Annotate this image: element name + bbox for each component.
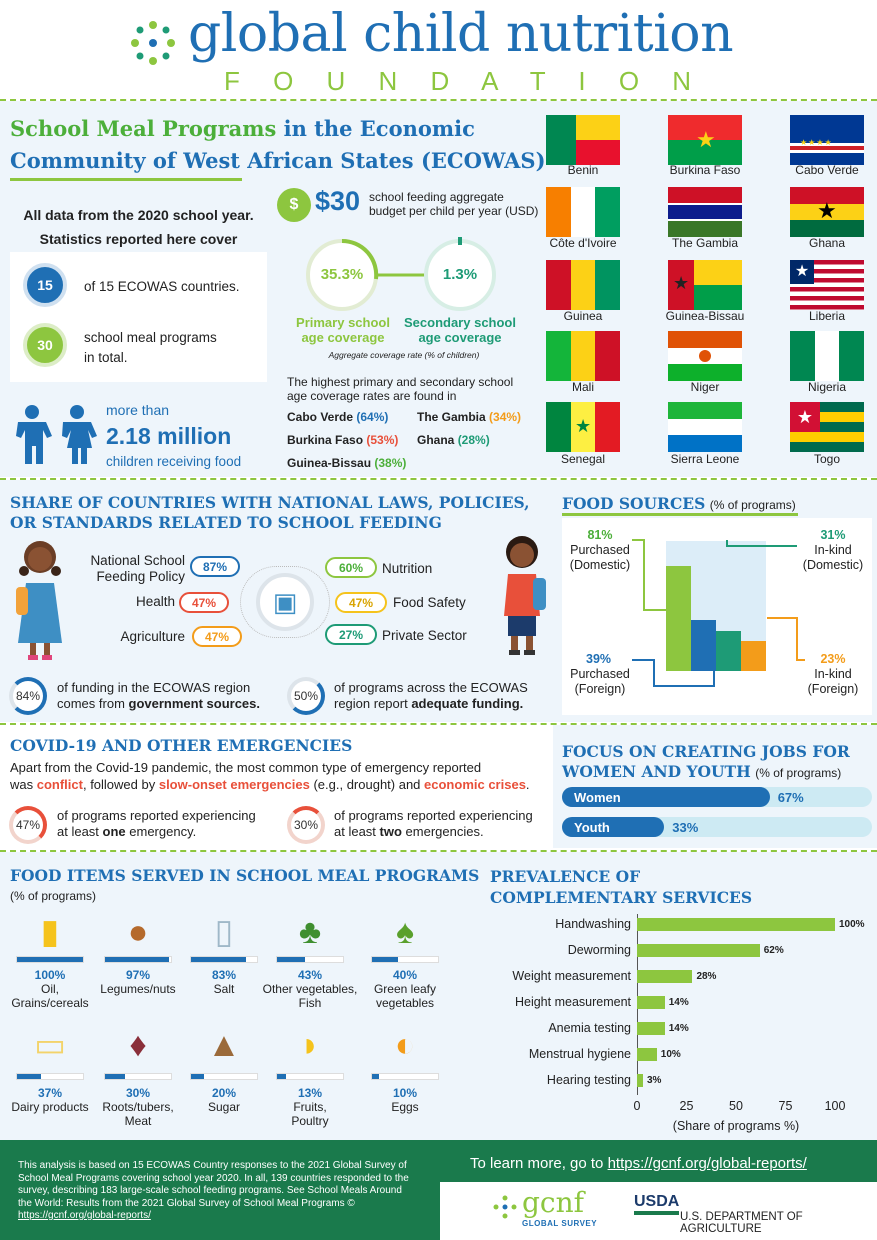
food-items-title: FOOD ITEMS SERVED IN SCHOOL MEAL PROGRAMS xyxy=(10,866,480,885)
food-item-label: Salt xyxy=(213,982,235,996)
country-label: Sierra Leone xyxy=(670,452,740,466)
food-item-bar xyxy=(276,956,344,963)
flag-liberia: ★ xyxy=(790,260,864,310)
food-items-subtitle: (% of programs) xyxy=(10,889,97,903)
usda-logo: USDA xyxy=(634,1193,679,1215)
chart-title: PREVALENCE OF COMPLEMENTARY SERVICES xyxy=(490,867,753,907)
budget-text: school feeding aggregate budget per child per year (USD) xyxy=(369,190,539,218)
flag-togo: ★ xyxy=(790,402,864,452)
adequate-funding-ring: 50% xyxy=(287,677,325,715)
food-item-pct: 83% xyxy=(211,968,237,982)
page-title: School Meal Programs in the Economic Community of West African States (ECOWAS) xyxy=(10,116,546,173)
chart-value-label: 10% xyxy=(660,1049,681,1060)
food-item-label: Eggs xyxy=(391,1100,419,1114)
food-item-icon: ♦ xyxy=(129,1026,147,1064)
food-item-bar xyxy=(190,956,258,963)
law-value: 60% xyxy=(325,557,377,578)
flag-sierra-leone xyxy=(668,402,742,452)
food-item-bar xyxy=(371,956,439,963)
chart-category-label: Hearing testing xyxy=(546,1073,631,1087)
two-emergency-ring: 30% xyxy=(287,806,325,844)
flag-benin xyxy=(546,115,620,165)
flag-the-gambia xyxy=(668,187,742,237)
country-label: Ghana xyxy=(808,236,846,250)
boy-illustration xyxy=(495,530,550,665)
chart-bar xyxy=(637,1022,665,1035)
jobs-title: FOCUS ON CREATING JOBS FOR WOMEN AND YOUTH (% of programs) xyxy=(562,742,850,781)
logo-subtitle: F O U N D A T I O N xyxy=(224,66,705,96)
learn-more: To learn more, go to https://gcnf.org/global-reports/ xyxy=(470,1155,807,1172)
highest-item: Cabo Verde (64%) xyxy=(287,410,389,424)
food-item-label: Legumes/nuts xyxy=(100,982,176,996)
laws-title: SHARE OF COUNTRIES WITH NATIONAL LAWS, POLICIES, OR STANDARDS RELATED TO SCHOOL FEEDING xyxy=(10,493,530,532)
food-item-icon: ▮ xyxy=(40,913,60,951)
chart-tick-label: 100 xyxy=(824,1099,846,1113)
flag-burkina-faso: ★ xyxy=(668,115,742,165)
chart-category-label: Anemia testing xyxy=(548,1021,631,1035)
food-item-label: Oil, Grains/cereals xyxy=(11,982,89,1010)
country-label: Guinea-Bissau xyxy=(665,309,745,323)
flag-senegal: ★ xyxy=(546,402,620,452)
gcnf-logo: gcnf xyxy=(522,1186,585,1219)
chart-category-label: Handwashing xyxy=(555,917,631,931)
food-item-pct: 13% xyxy=(297,1086,323,1100)
food-item-bar xyxy=(276,1073,344,1080)
children-suffix: children receiving food xyxy=(106,454,242,469)
youth-pct: 33% xyxy=(672,820,699,835)
logo-title: global child nutrition xyxy=(188,4,734,64)
chart-category-label: Height measurement xyxy=(514,995,631,1009)
country-label: Côte d'Ivoire xyxy=(549,236,617,250)
chart-bar xyxy=(637,1074,643,1087)
food-item-pct: 30% xyxy=(125,1086,151,1100)
gov-funding-text: of funding in the ECOWAS region comes from government sources. xyxy=(57,680,261,711)
chart-bar xyxy=(637,944,760,957)
women-pct: 67% xyxy=(777,790,804,805)
flag-ghana: ★ xyxy=(790,187,864,237)
country-label: Mali xyxy=(571,380,594,394)
children-prefix: more than xyxy=(106,402,170,418)
food-item-pct: 10% xyxy=(392,1086,418,1100)
food-source-label: 23% In-kind (Foreign) xyxy=(807,652,859,696)
food-item-pct: 40% xyxy=(392,968,418,982)
chart-tick-label: 50 xyxy=(729,1099,743,1113)
food-source-label: 39% Purchased (Foreign) xyxy=(570,652,630,696)
chart-tick-label: 25 xyxy=(679,1099,694,1113)
law-value: 87% xyxy=(190,556,240,577)
law-label: Nutrition xyxy=(382,561,433,576)
covid-text: Apart from the Covid-19 pandemic, the most common type of emergency reported was conflict, followed by slow-onset emergencies (e.g., drought) and economic crises. xyxy=(10,760,530,792)
food-item-icon: ▲ xyxy=(207,1026,241,1064)
country-label: The Gambia xyxy=(671,236,739,250)
country-label: Cabo Verde xyxy=(795,163,859,177)
food-item-icon: ◗ xyxy=(299,1026,321,1064)
country-label: Burkina Faso xyxy=(669,163,741,177)
two-emergency-text: of programs reported experiencing at least two emergencies. xyxy=(334,808,533,839)
food-item-icon: ♠ xyxy=(395,913,415,951)
food-item-pct: 97% xyxy=(125,968,151,982)
chart-category-label: Deworming xyxy=(567,943,631,957)
gcnf-dots-icon xyxy=(492,1194,518,1220)
gov-funding-ring: 84% xyxy=(9,677,47,715)
chart-category-label: Weight measurement xyxy=(512,969,631,983)
youth-label: Youth xyxy=(574,820,610,835)
food-item-bar xyxy=(16,1073,84,1080)
one-emergency-ring: 47% xyxy=(9,806,47,844)
learn-more-link[interactable]: https://gcnf.org/global-reports/ xyxy=(607,1155,807,1172)
food-item-pct: 37% xyxy=(37,1086,63,1100)
law-value: 47% xyxy=(335,592,387,613)
chart-value-label: 62% xyxy=(763,945,784,956)
intro-text: All data from the 2020 school year. Statistics reported here cover xyxy=(23,207,254,247)
food-item-icon: ▭ xyxy=(33,1026,67,1064)
chart-tick-label: 0 xyxy=(633,1099,641,1113)
children-value: 2.18 million xyxy=(106,423,232,449)
food-source-label: 81% Purchased (Domestic) xyxy=(569,528,631,572)
food-item-pct: 20% xyxy=(211,1086,237,1100)
flag-nigeria xyxy=(790,331,864,381)
chart-value-label: 3% xyxy=(646,1075,662,1086)
flag-cabo-verde: ★★★★ xyxy=(790,115,864,165)
country-label: Niger xyxy=(690,380,720,394)
highest-item: Ghana (28%) xyxy=(417,433,490,447)
money-icon: $ xyxy=(277,188,311,222)
food-item-label: Sugar xyxy=(207,1100,241,1114)
food-item-bar xyxy=(371,1073,439,1080)
food-item-label: Green leafy vegetables xyxy=(373,982,437,1010)
highest-item: Guinea-Bissau (38%) xyxy=(287,456,407,470)
secondary-coverage-value: 1.3% xyxy=(442,266,478,283)
coverage-note: Aggregate coverage rate (% of children) xyxy=(328,350,480,360)
usda-text: U.S. DEPARTMENT OF AGRICULTURE xyxy=(680,1211,803,1235)
adequate-funding-text: of programs across the ECOWAS region report adequate funding. xyxy=(334,680,528,711)
programs-text: school meal programs in total. xyxy=(84,330,217,365)
gcnf-sub: GLOBAL SURVEY xyxy=(522,1219,598,1228)
food-item-bar xyxy=(104,956,172,963)
backpack-icon: ▣ xyxy=(256,573,314,631)
law-value: 47% xyxy=(179,592,229,613)
primary-coverage-label: Primary school age coverage xyxy=(296,315,390,345)
food-item-bar xyxy=(16,956,84,963)
food-item-label: Dairy products xyxy=(11,1100,89,1114)
one-emergency-text: of programs reported experiencing at least one emergency. xyxy=(57,808,256,839)
food-item-pct: 43% xyxy=(297,968,323,982)
country-label: Senegal xyxy=(560,452,606,466)
secondary-coverage-label: Secondary school age coverage xyxy=(404,315,516,345)
law-label: National School Feeding Policy xyxy=(90,553,185,584)
food-item-bar xyxy=(190,1073,258,1080)
chart-value-label: 100% xyxy=(839,919,865,930)
covid-title: COVID-19 AND OTHER EMERGENCIES xyxy=(10,736,353,755)
chart-bar xyxy=(637,918,835,931)
food-source-label: 31% In-kind (Domestic) xyxy=(802,528,864,572)
law-value: 27% xyxy=(325,624,377,645)
countries-text: of 15 ECOWAS countries. xyxy=(84,279,240,294)
programs-badge: 30 xyxy=(23,323,67,367)
highest-item: Burkina Faso (53%) xyxy=(287,433,399,447)
country-label: Togo xyxy=(813,452,841,466)
country-label: Nigeria xyxy=(807,380,846,394)
food-item-label: Other vegetables, Fish xyxy=(262,982,358,1010)
women-label: Women xyxy=(574,790,621,805)
law-label: Agriculture xyxy=(120,629,185,644)
food-item-icon: ♣ xyxy=(298,913,322,951)
flag-cote-divoire xyxy=(546,187,620,237)
chart-xlabel: (Share of programs %) xyxy=(672,1119,800,1133)
chart-category-label: Menstrual hygiene xyxy=(528,1047,631,1061)
chart-bar xyxy=(637,970,692,983)
chart-bar xyxy=(637,1048,657,1061)
primary-coverage-value: 35.3% xyxy=(320,266,364,283)
chart-tick-label: 75 xyxy=(778,1099,793,1113)
chart-bar xyxy=(637,996,665,1009)
countries-badge: 15 xyxy=(23,263,67,307)
logo xyxy=(128,4,768,98)
food-item-label: Roots/tubers, Meat xyxy=(102,1100,174,1128)
logo-dots-icon xyxy=(128,18,178,68)
flag-niger xyxy=(668,331,742,381)
food-item-icon: ◐ xyxy=(394,1026,416,1064)
country-label: Guinea xyxy=(563,309,603,323)
flag-guinea xyxy=(546,260,620,310)
law-label: Private Sector xyxy=(382,628,467,643)
country-label: Benin xyxy=(567,163,599,177)
flag-guinea-bissau: ★ xyxy=(668,260,742,310)
food-item-pct: 100% xyxy=(34,968,66,982)
food-item-label: Fruits, Poultry xyxy=(291,1100,329,1128)
food-item-icon: ▯ xyxy=(214,913,234,951)
food-item-bar xyxy=(104,1073,172,1080)
highest-intro: The highest primary and secondary school age coverage rates are found in xyxy=(287,375,514,403)
budget-value: $30 xyxy=(315,186,361,216)
law-label: Health xyxy=(135,594,175,609)
chart-value-label: 14% xyxy=(668,1023,689,1034)
children-icon xyxy=(10,404,102,466)
food-item-icon: ● xyxy=(127,913,149,951)
footer-text: This analysis is based on 15 ECOWAS Country responses to the 2021 Global Survey of School Meal Programs covering school year 2020. In all, 139 countries responded to the survey, describing 183 large-scale school feeding programs. See School Meals Around the World: Results from the 2021 Global Survey of School Meal Programs © https://gcnf.org/global-reports/ xyxy=(18,1160,409,1221)
chart-value-label: 28% xyxy=(696,971,717,982)
policy-connector xyxy=(240,566,330,638)
law-label: Food Safety xyxy=(393,595,466,610)
highest-item: The Gambia (34%) xyxy=(417,410,522,424)
flag-mali xyxy=(546,331,620,381)
food-sources-title: FOOD SOURCES (% of programs) xyxy=(562,494,796,513)
chart-value-label: 14% xyxy=(668,997,689,1008)
law-value: 47% xyxy=(192,626,242,647)
country-label: Liberia xyxy=(808,309,846,323)
